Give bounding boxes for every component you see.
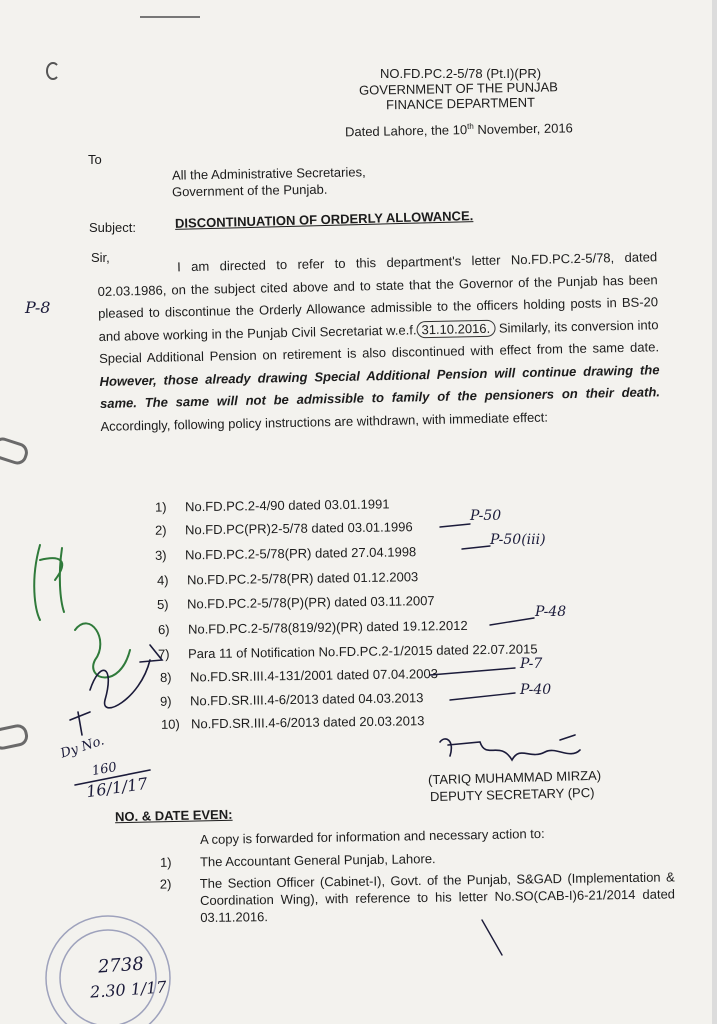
endorsement-heading: NO. & DATE EVEN:: [114, 806, 233, 825]
recipient-item: 2) The Section Officer (Cabinet-I), Govt. of the Punjab, S&GAD (Implementation & Coordination Wing), with reference to his letter No.SO(CAB-I)6-21/2014 dated 03.11.2016.: [159, 869, 676, 926]
handwritten-page-ref: P-7: [520, 656, 543, 672]
stamp-number: 2738: [97, 953, 145, 978]
stamp-date: 2.30 1/17: [89, 977, 168, 1002]
handwritten-page-ref: P-50(iii): [490, 532, 546, 548]
handwritten-page-ref: P-40: [520, 682, 552, 698]
endorsement-intro: A copy is forwarded for information and necessary action to:: [199, 825, 545, 848]
dated-line: Dated Lahore, the 10th November, 2016: [344, 120, 573, 140]
effective-date: 31.10.2016.: [416, 319, 495, 338]
to-label: To: [88, 152, 102, 167]
signatory-designation: DEPUTY SECRETARY (PC): [429, 784, 595, 805]
subject-text: DISCONTINUATION OF ORDERLY ALLOWANCE.: [174, 208, 474, 231]
diary-date: 16/1/17: [84, 773, 149, 802]
addressee-line1: All the Administrative Secretaries,: [171, 164, 366, 183]
government-title: GOVERNMENT OF THE PUNJAB: [358, 79, 559, 98]
body-part1: I am directed to refer to this department's letter No.FD.PC.2-5/78, dated 02.03.1986, on the subject cited above and to state that the Governor of the Punjab has been pleased to discontinue the Orderly Allowance admissible to the officers holding posts in BS-20 and above working in the Punjab Civil Secretariat w.e.f.: [97, 249, 659, 344]
subject-label: Subject:: [89, 220, 136, 235]
recipient-item: 1) The Accountant General Punjab, Lahore.: [159, 851, 436, 870]
list-item: 6) No.FD.PC.2-5/78(819/92)(PR) dated 19.12.2012: [157, 617, 468, 638]
list-item: 9) No.FD.SR.III.4-6/2013 dated 04.03.2013: [159, 690, 424, 709]
list-item: 3) No.FD.PC.2-5/78(PR) dated 27.04.1998: [154, 544, 417, 563]
salutation: Sir,: [91, 250, 110, 265]
handwritten-page-ref: P-50: [470, 508, 502, 524]
department-title: FINANCE DEPARTMENT: [385, 94, 536, 113]
list-item: 8) No.FD.SR.III.4-131/2001 dated 07.04.2003: [159, 666, 438, 685]
list-item: 4) No.FD.PC.2-5/78(PR) dated 01.12.2003: [156, 569, 419, 588]
signatory-name: (TARIQ MUHAMMAD MIRZA): [427, 767, 602, 788]
diary-number-value: 160: [90, 759, 118, 780]
list-item: 1) No.FD.PC.2-4/90 dated 03.01.1991: [154, 496, 390, 515]
body-emphasis: However, those already drawing Special Additional Pension will continue drawing the same. The same will not be admissible to family of the pensioners on their death.: [99, 361, 661, 411]
addressee-line2: Government of the Punjab.: [171, 181, 328, 200]
diary-number-label: Dy No.: [58, 733, 107, 762]
list-item: 7) Para 11 of Notification No.FD.PC.2-1/2015 dated 22.07.2015: [157, 641, 538, 662]
body-part3: Accordingly, following policy instructions are withdrawn, with immediate effect:: [100, 409, 549, 434]
list-item: 2) No.FD.PC(PR)2-5/78 dated 03.01.1996: [154, 519, 413, 538]
body-part2: Similarly, its conversion into Special Additional Pension on retirement is also discontinued with effect from the same date.: [98, 316, 660, 366]
handwritten-page-ref: P-8: [25, 298, 51, 317]
reference-number: NO.FD.PC.2-5/78 (Pt.I)(PR): [380, 66, 542, 81]
list-item: 10) No.FD.SR.III.4-6/2013 dated 20.03.2013: [160, 713, 425, 732]
list-item: 5) No.FD.PC.2-5/78(P)(PR) dated 03.11.2007: [156, 593, 435, 612]
handwritten-page-ref: P-48: [535, 604, 567, 620]
recipient-text: The Section Officer (Cabinet-I), Govt. of the Punjab, S&GAD (Implementation & Coordination Wing), with reference to his letter No.SO(CAB-I)6-21/2014 dated 03.11.2016.: [199, 869, 676, 926]
